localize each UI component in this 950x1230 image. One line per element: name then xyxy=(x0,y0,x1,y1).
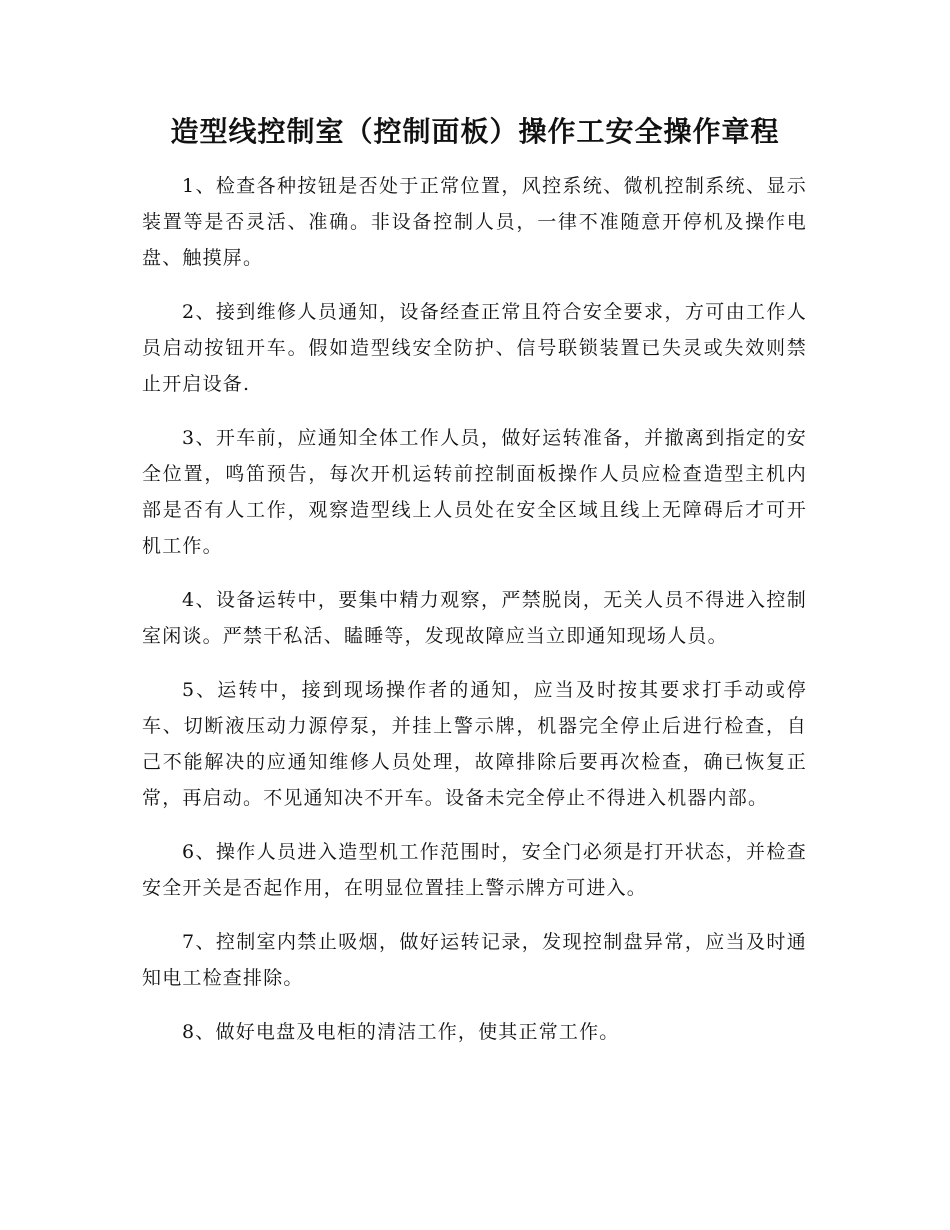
paragraph-5: 5、运转中，接到现场操作者的通知，应当及时按其要求打手动或停车、切断液压动力源停泵，并挂上警示牌，机器完全停止后进行检查，自己不能解决的应通知维修人员处理，故障排除后要再次检查，确已恢复正常，再启动。不见通知决不开车。设备未完全停止不得进入机器内部。 xyxy=(142,679,807,809)
paragraph-7: 7、控制室内禁止吸烟，做好运转记录，发现控制盘异常，应当及时通知电工检查排除。 xyxy=(142,931,807,989)
document-body xyxy=(142,168,807,1068)
paragraph-4: 4、设备运转中，要集中精力观察，严禁脱岗，无关人员不得进入控制室闲谈。严禁干私活、瞌睡等，发现故障应当立即通知现场人员。 xyxy=(142,589,807,647)
paragraph-2: 2、接到维修人员通知，设备经查正常且符合安全要求，方可由工作人员启动按钮开车。假如造型线安全防护、信号联锁装置已失灵或失效则禁止开启设备. xyxy=(142,301,807,395)
paragraph-6: 6、操作人员进入造型机工作范围时，安全门必须是打开状态，并检查安全开关是否起作用，在明显位置挂上警示牌方可进入。 xyxy=(142,841,807,899)
paragraph-8: 8、做好电盘及电柜的清洁工作，使其正常工作。 xyxy=(182,1021,620,1043)
document-title: 造型线控制室（控制面板）操作工安全操作章程 xyxy=(170,115,780,148)
paragraph-1: 1、检查各种按钮是否处于正常位置，风控系统、微机控制系统、显示装置等是否灵活、准确。非设备控制人员，一律不准随意开停机及操作电盘、触摸屏。 xyxy=(142,175,807,269)
paragraph-3: 3、开车前，应通知全体工作人员，做好运转准备，并撤离到指定的安全位置，鸣笛预告，每次开机运转前控制面板操作人员应检查造型主机内部是否有人工作，观察造型线上人员处在安全区域且线上无障碍后才可开机工作。 xyxy=(142,427,807,557)
